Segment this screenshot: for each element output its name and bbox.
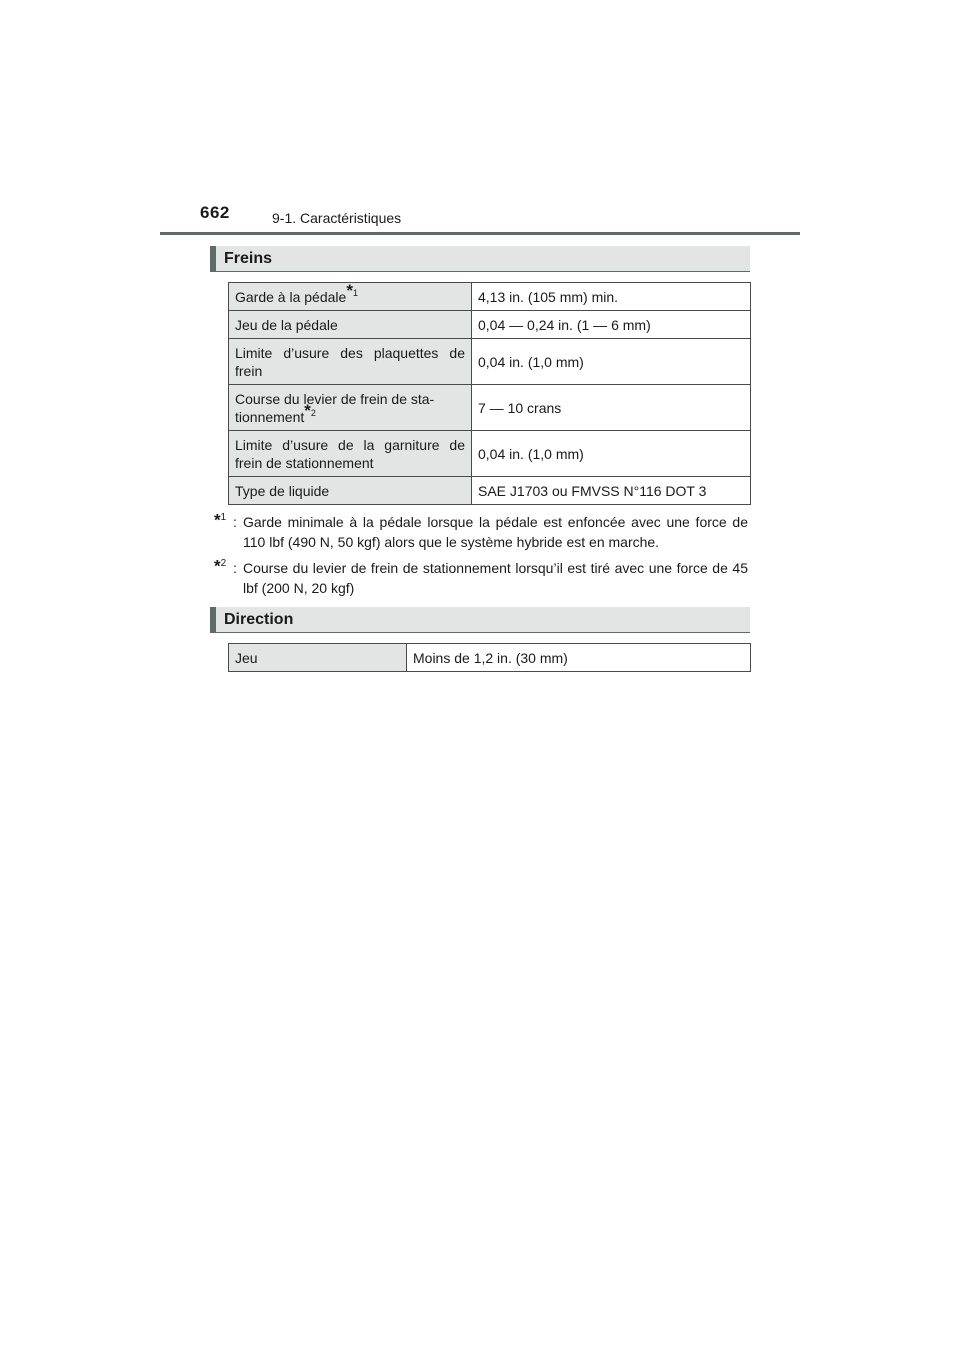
spec-label: Garde à la pédale$^{*1}$: [229, 283, 472, 311]
spec-value: Moins de 1,2 in. (30 mm): [407, 644, 751, 672]
footnote-ref: *1: [346, 280, 358, 300]
spec-label: Jeu: [229, 644, 407, 672]
spec-value: 0,04 in. (1,0 mm): [472, 431, 751, 477]
spec-value: SAE J1703 ou FMVSS N°116 DOT 3: [472, 477, 751, 505]
footnote-text: Garde minimale à la pédale lorsque la pédale est enfoncée avec une force de 110 lbf (490 N, 50 kgf) alors que le système hybride est en marche.: [243, 514, 748, 550]
footnote-ref: *2: [304, 400, 316, 420]
header-divider: [160, 232, 800, 235]
spec-value: 4,13 in. (105 mm) min.: [472, 283, 751, 311]
section-marker: [210, 246, 216, 272]
footnote-symbol: *$^1$: [214, 510, 227, 530]
page-number: 662: [200, 203, 230, 222]
footnote-text: Course du levier de frein de stationnement lorsqu’il est tiré avec une force de 45 lbf (200 N, 20 kgf): [243, 560, 748, 596]
spec-value: 0,04 — 0,24 in. (1 — 6 mm): [472, 311, 751, 339]
steering-spec-table: [228, 643, 751, 672]
table-row: [229, 283, 751, 311]
spec-value: 7 — 10 crans: [472, 385, 751, 431]
spec-label: Type de liquide: [229, 477, 472, 505]
section-title: Direction: [224, 611, 294, 628]
table-row: [229, 431, 751, 477]
table-row: [229, 644, 751, 672]
section-title: Freins: [224, 250, 273, 267]
table-row: [229, 477, 751, 505]
table-row: [229, 385, 751, 431]
footnote-2: *$^2$ : Course du levier de frein de stationnement lorsqu’il est tiré avec une force de 45 lbf (200 N, 20 kgf): [214, 558, 748, 598]
table-row: [229, 311, 751, 339]
section-heading-steering: [210, 607, 750, 633]
footnote-symbol: *$^2$: [214, 556, 227, 576]
chapter-title: 9-1. Caractéristiques: [272, 210, 402, 226]
spec-label: Limite d’usure des plaquettes de frein: [229, 339, 472, 385]
spec-label: Course du levier de frein de sta- tionnement$^{*2}$: [229, 385, 472, 431]
section-marker: [210, 607, 216, 633]
table-row: [229, 339, 751, 385]
section-heading-brakes: [210, 246, 750, 272]
page-header: [0, 0, 960, 240]
spec-label: Jeu de la pédale: [229, 311, 472, 339]
spec-label: Limite d’usure de la garniture de frein de stationnement: [229, 431, 472, 477]
spec-value: 0,04 in. (1,0 mm): [472, 339, 751, 385]
footnote-1: *$^1$ : Garde minimale à la pédale lorsque la pédale est enfoncée avec une force de 110 lbf (490 N, 50 kgf) alors que le système hybride est en marche.: [214, 512, 748, 552]
brakes-spec-table: [228, 282, 751, 505]
